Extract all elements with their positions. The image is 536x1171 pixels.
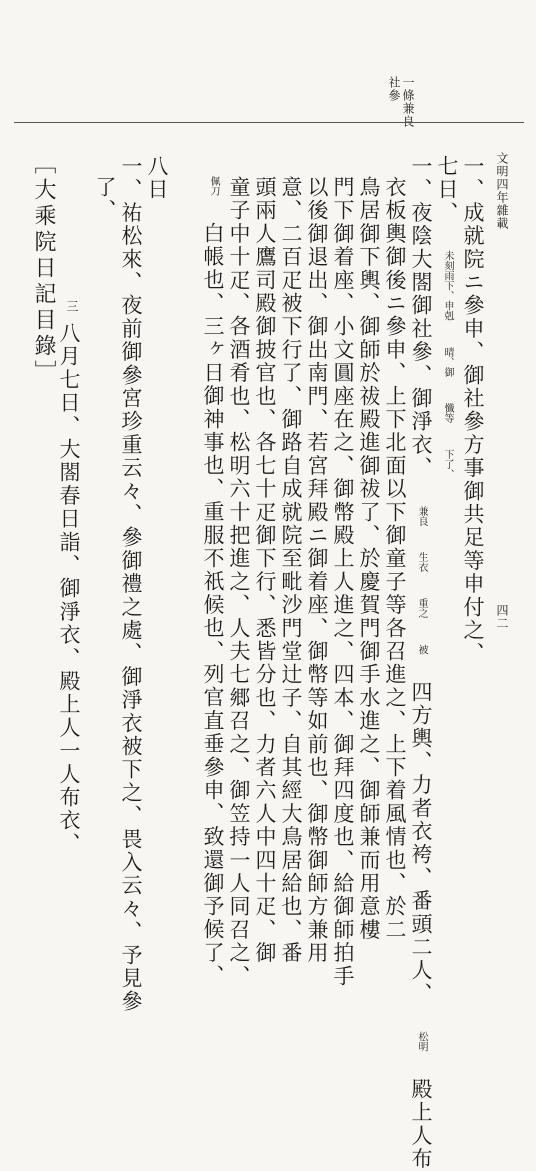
text-column-14: 了、 bbox=[93, 176, 117, 223]
text-column-9: 頭兩人鷹司殿御披官也、各七十疋御下行、悉皆分也、力者六人中四十疋、御 bbox=[253, 176, 277, 965]
text-column-3 bbox=[410, 155, 431, 1171]
column-3-note-e: 松明 bbox=[416, 1031, 427, 1052]
margin-note-line-1: 一條兼良 bbox=[401, 76, 415, 128]
column-2-note-b: 晴、御 bbox=[442, 347, 453, 378]
text-column-10: 童子中十疋、各酒肴也、松明六十把進之、人夫七郷召之、御笠持一人同召之、 bbox=[227, 176, 251, 988]
text-column-5: 鳥居御下輿、御師於祓殿進御祓了、於慶賀門御手水進之、御師兼而用意樓 bbox=[357, 176, 381, 942]
text-column-4: 衣板輿御後ニ參申、上下北面以下御童子等各召進之、上下着風情也、於二 bbox=[383, 176, 407, 942]
book-title: ［大乘院日記目錄］ bbox=[31, 152, 56, 386]
text-column-11 bbox=[202, 176, 223, 988]
text-column-7: 以後御退出、御出南門、若宮拜殿ニ御着座、御幣等如前也、御幣御師方兼用 bbox=[305, 176, 329, 965]
text-column-12: 八日 bbox=[145, 155, 169, 202]
text-column-1: 一、成就院ニ參申、御社參方事御共足等申付之、 bbox=[461, 155, 485, 666]
page-number: 四二 bbox=[495, 604, 509, 630]
text-column-13: 一、祐松來、夜前御參宮珍重云々、參御禮之處、御淨衣被下之、畏入云々、予見參 bbox=[119, 155, 143, 1014]
text-column-6: 門下御着座、小文圓座在之、御幣殿上人進之、四本、御拜四度也、給御師拍手 bbox=[331, 176, 355, 988]
column-3-text: 一、夜陰大閤御社參、御淨衣、 bbox=[409, 155, 433, 480]
column-2-text: 七日、 bbox=[435, 155, 459, 225]
text-column-2 bbox=[436, 155, 457, 479]
header-rule bbox=[14, 122, 524, 123]
text-column-8: 意、二百疋被下行了、御路自成就院至毗沙門堂辻子、自其經大鳥居給也、番 bbox=[279, 176, 303, 965]
column-3-note-b: 生衣 bbox=[416, 552, 427, 573]
column-3-note-a: 兼良 bbox=[416, 506, 427, 527]
text-column-15: 八月七日、大閤春日詣、御淨衣、殿上人一人布衣、 bbox=[57, 322, 81, 856]
running-title: 文明四年雜載 bbox=[495, 152, 509, 230]
column-3-rest: 四方輿、力者衣袴、番頭二人、 bbox=[409, 680, 433, 1006]
margin-note-line-2: 社參 bbox=[387, 76, 401, 102]
column-3-note-d: 被 bbox=[416, 644, 427, 655]
column-11-text: 白帳也、三ヶ日御神事也、重服不祇候也、列官直垂參申、致還御予候了、 bbox=[201, 222, 225, 988]
column-11-note-a: 佩刀 bbox=[208, 176, 219, 196]
column-3-note-c: 重之 bbox=[416, 598, 427, 619]
column-2-note-a: 未刻雨下、申剋 bbox=[442, 250, 453, 321]
column-2-note-c: 下了、 bbox=[442, 449, 453, 480]
column-3-end: 殿上人布 bbox=[409, 1078, 433, 1171]
column-2-note-d: 懺等 bbox=[442, 403, 453, 424]
volume-number: 三 bbox=[65, 300, 79, 313]
